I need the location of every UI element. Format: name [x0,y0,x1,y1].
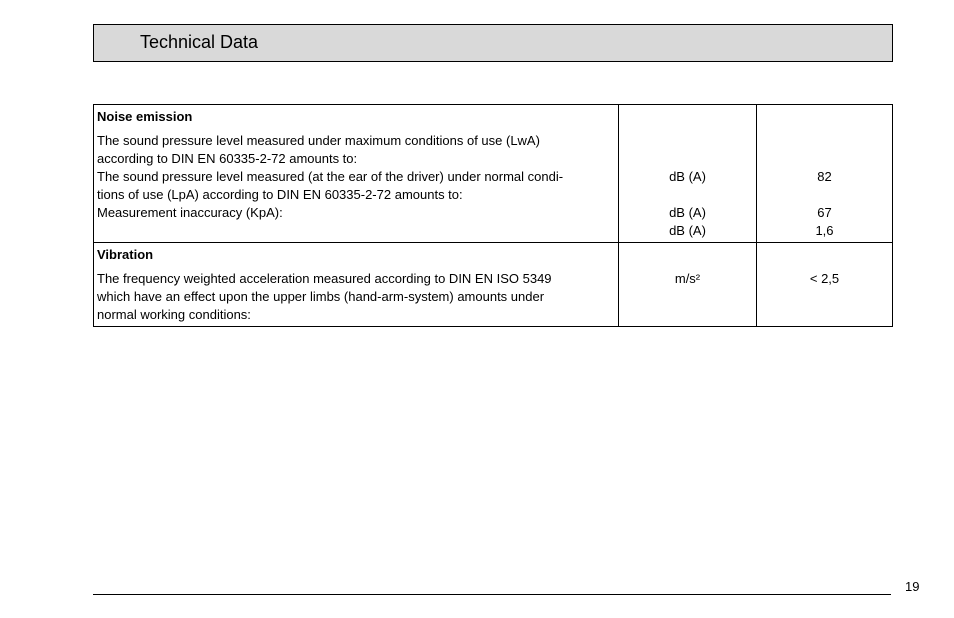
noise-unit-cell [619,105,757,243]
noise-value-cell [757,105,893,243]
vibration-text-line-1: The frequency weighted acceleration measured according to DIN EN ISO 5349 [97,271,552,286]
noise-description-cell [94,105,619,243]
page-number: 19 [905,579,920,594]
vibration-unit-cell [619,243,757,327]
table-row-noise-emission [94,105,893,243]
technical-data-table [93,104,893,327]
noise-kpa-value: 1,6 [815,223,834,238]
noise-emission-heading: Noise emission [97,109,193,124]
noise-lpa-unit: dB (A) [669,205,706,220]
noise-lpa-value: 67 [817,205,832,220]
vibration-heading: Vibration [97,247,154,262]
noise-lwa-text-line-1: The sound pressure level measured under maximum conditions of use (LwA) [97,133,540,148]
noise-lpa-text-line-1: The sound pressure level measured (at the ear of the driver) under normal condi- [97,169,564,184]
vibration-unit: m/s² [674,271,701,286]
vibration-text-line-3: normal working conditions: [97,307,251,322]
vibration-description-cell [94,243,619,327]
noise-lwa-text-line-2: according to DIN EN 60335-2-72 amounts to: [97,151,358,166]
noise-lwa-value: 82 [817,169,832,184]
page-title: Technical Data [140,32,259,52]
noise-kpa-text: Measurement inaccuracy (KpA): [97,205,283,220]
noise-lwa-unit: dB (A) [669,169,706,184]
table-row-vibration [94,243,893,327]
section-header-bar [93,24,893,62]
vibration-text-line-2: which have an effect upon the upper limbs (hand-arm-system) amounts under [97,289,545,304]
noise-lpa-text-line-2: tions of use (LpA) according to DIN EN 60335-2-72 amounts to: [97,187,463,202]
footer-divider [93,594,891,595]
noise-kpa-unit: dB (A) [669,223,706,238]
vibration-value: < 2,5 [809,271,840,286]
vibration-value-cell [757,243,893,327]
